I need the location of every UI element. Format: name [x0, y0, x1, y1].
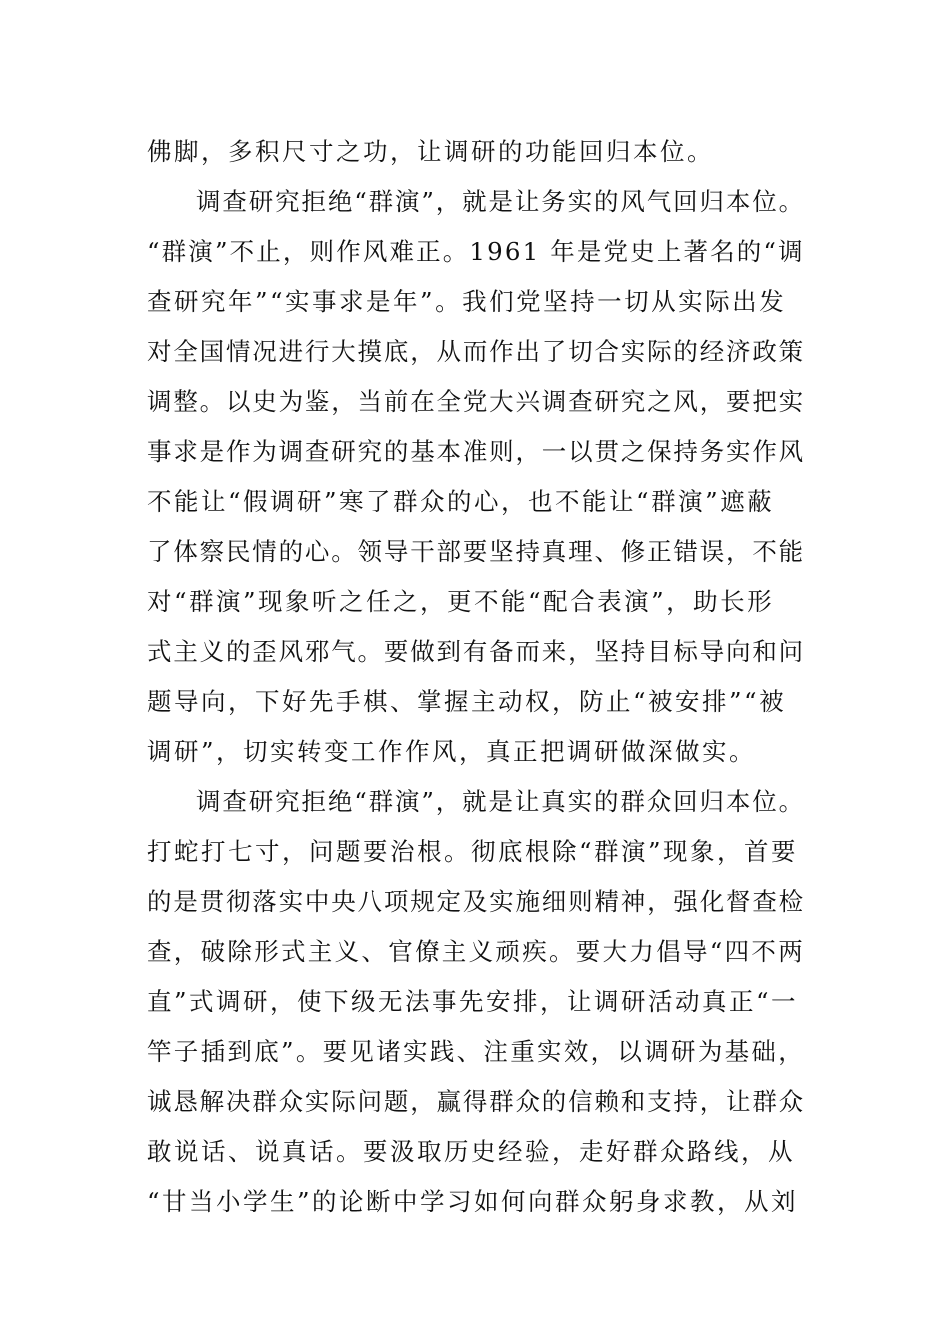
text-line-17: 查，破除形式主义、官僚主义顽疾。要大力倡导“四不两 — [147, 937, 806, 966]
text-line-21: 敢说话、说真话。要汲取历史经验，走好群众路线，从 — [147, 1137, 795, 1166]
text-line-11: 式主义的歪风邪气。要做到有备而来，坚持目标导向和问 — [147, 637, 805, 666]
text-line-16: 的是贯彻落实中央八项规定及实施细则精神，强化督查检 — [147, 887, 805, 916]
text-line-22: “甘当小学生”的论断中学习如何向群众躬身求教，从刘 — [147, 1187, 799, 1216]
text-line-4: 查研究年”“实事求是年”。我们党坚持一切从实际出发 — [147, 287, 787, 316]
text-line-14: 调查研究拒绝“群演”，就是让真实的群众回归本位。 — [196, 787, 806, 816]
text-line-20: 诚恳解决群众实际问题，赢得群众的信赖和支持，让群众 — [147, 1087, 805, 1116]
text-line-1: 佛脚，多积尺寸之功，让调研的功能回归本位。 — [147, 137, 714, 166]
text-line-13: 调研”，切实转变工作作风，真正把调研做深做实。 — [147, 737, 757, 766]
text-line-5: 对全国情况进行大摸底，从而作出了切合实际的经济政策 — [147, 337, 805, 366]
text-line-18: 直”式调研，使下级无法事先安排，让调研活动真正“一 — [147, 987, 799, 1016]
text-line-15: 打蛇打七寸，问题要治根。彻底根除“群演”现象，首要 — [147, 837, 799, 866]
text-line-2: 调查研究拒绝“群演”，就是让务实的风气回归本位。 — [196, 187, 806, 216]
text-line-19: 竿子插到底”。要见诸实践、注重实效，以调研为基础， — [147, 1037, 806, 1066]
text-line-12: 题导向，下好先手棋、掌握主动权，防止“被安排”“被 — [147, 687, 787, 716]
text-line-6: 调整。以史为鉴，当前在全党大兴调查研究之风，要把实 — [147, 387, 805, 416]
text-line-10: 对“群演”现象听之任之，更不能“配合表演”，助长形 — [147, 587, 775, 616]
text-line-3: “群演”不止，则作风难正。1961 年是党史上著名的“调 — [147, 237, 805, 266]
text-line-7: 事求是作为调查研究的基本准则，一以贯之保持务实作风 — [147, 437, 805, 466]
text-line-9: 了体察民情的心。领导干部要坚持真理、修正错误，不能 — [147, 537, 805, 566]
text-line-8: 不能让“假调研”寒了群众的心，也不能让“群演”遮蔽 — [147, 487, 775, 516]
